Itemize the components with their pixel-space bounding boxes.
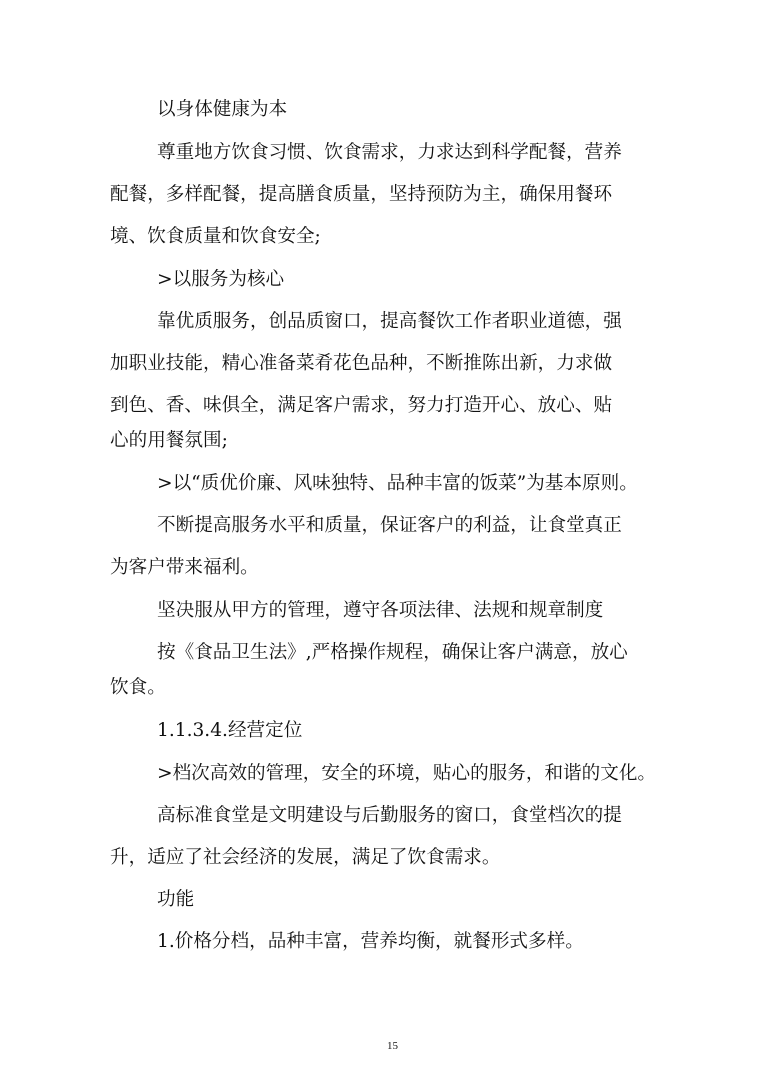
paragraph-line: 尊重地方饮食习惯、饮食需求，力求达到科学配餐，营养 — [157, 142, 622, 163]
paragraph-line: >以服务为核心 — [157, 269, 285, 290]
paragraph-line: 坚决服从甲方的管理，遵守各项法律、法规和规章制度 — [157, 600, 604, 621]
paragraph-line: 不断提高服务水平和质量，保证客户的利益，让食堂真正 — [157, 515, 622, 536]
paragraph-line: 为客户带来福利。 — [110, 557, 259, 578]
paragraph-line: 升，适应了社会经济的发展，满足了饮食需求。 — [110, 847, 501, 868]
paragraph-line: >以“质优价廉、风味独特、品种丰富的饭菜”为基本原则。 — [157, 473, 638, 494]
paragraph-line: >档次高效的管理，安全的环境，贴心的服务，和谐的文化。 — [157, 763, 657, 784]
paragraph-line: 按《食品卫生法》,严格操作规程，确保让客户满意，放心 — [157, 642, 628, 663]
paragraph-line: 功能 — [157, 889, 195, 910]
paragraph-line: 高标准食堂是文明建设与后勤服务的窗口，食堂档次的提 — [157, 805, 622, 826]
paragraph-line: 靠优质服务，创品质窗口，提高餐饮工作者职业道德，强 — [157, 311, 622, 332]
paragraph-line: 以身体健康为本 — [157, 99, 288, 120]
page-number: 15 — [387, 1040, 398, 1052]
paragraph-line: 境、饮食质量和饮食安全; — [110, 226, 321, 247]
paragraph-line: 1.1.3.4.经营定位 — [157, 720, 303, 741]
paragraph-line: 加职业技能，精心准备菜肴花色品种，不断推陈出新，力求做 — [110, 353, 613, 374]
paragraph-line: 1.价格分档，品种丰富，营养均衡，就餐形式多样。 — [157, 931, 584, 952]
paragraph-line: 饮食。 — [110, 677, 166, 698]
paragraph-line: 配餐，多样配餐，提高膳食质量，坚持预防为主，确保用餐环 — [110, 184, 613, 205]
paragraph-line: 到色、香、味俱全，满足客户需求，努力打造开心、放心、贴 — [110, 395, 613, 416]
paragraph-line: 心的用餐氛围; — [110, 430, 228, 451]
